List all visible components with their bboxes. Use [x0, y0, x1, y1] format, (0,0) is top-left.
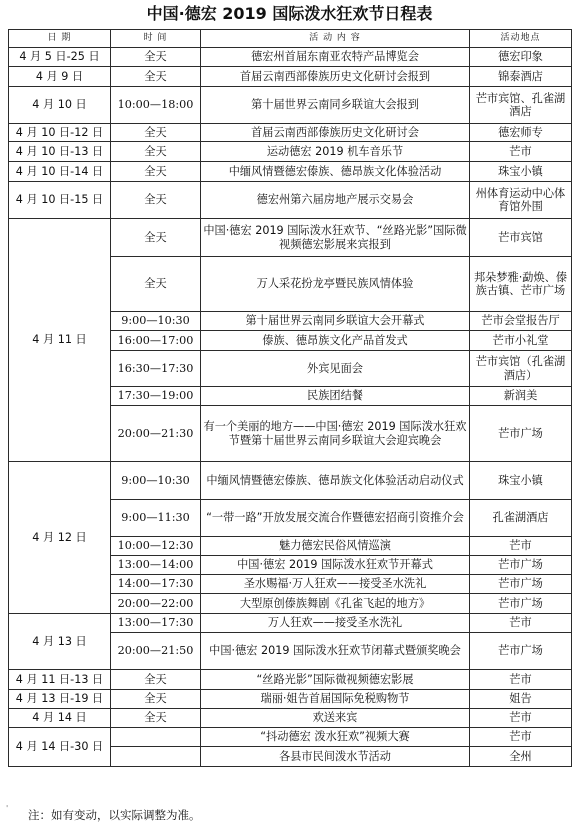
- time-cell: [111, 747, 201, 767]
- activity-cell: “抖动德宏 泼水狂欢”视频大赛: [201, 728, 470, 747]
- table-row: [9, 670, 572, 690]
- activity-cell: 中国·德宏 2019 国际泼水狂欢节闭幕式暨颁奖晚会: [201, 633, 470, 670]
- time-cell: 全天: [111, 124, 201, 142]
- table-row: [9, 124, 572, 142]
- time-cell: 17:30—19:00: [111, 387, 201, 406]
- location-cell: 芒市: [470, 728, 572, 747]
- activity-cell: 中国·德宏 2019 国际泼水狂欢节、“丝路光影”国际微视频德宏影展来宾报到: [201, 219, 470, 257]
- activity-cell: 第十届世界云南同乡联谊大会报到: [201, 87, 470, 124]
- activity-cell: 外宾见面会: [201, 351, 470, 387]
- table-header-row: [9, 30, 572, 48]
- location-cell: 新润美: [470, 387, 572, 406]
- activity-cell: 瑞丽·姐告首届国际免税购物节: [201, 690, 470, 709]
- time-cell: 20:00—21:50: [111, 633, 201, 670]
- location-cell: 芒市: [470, 142, 572, 162]
- table-row: [9, 142, 572, 162]
- time-cell: 全天: [111, 162, 201, 182]
- date-cell: 4 月 11 日-13 日: [9, 670, 111, 690]
- location-cell: 芒市: [470, 709, 572, 728]
- date-cell: 4 月 14 日: [9, 709, 111, 728]
- time-cell: 全天: [111, 67, 201, 87]
- location-cell: 孔雀湖酒店: [470, 500, 572, 537]
- table-row: [9, 709, 572, 728]
- table-row: [9, 690, 572, 709]
- table-row: [9, 614, 572, 633]
- date-cell: 4 月 10 日-13 日: [9, 142, 111, 162]
- location-cell: 芒市宾馆、孔雀湖酒店: [470, 87, 572, 124]
- time-cell: 16:30—17:30: [111, 351, 201, 387]
- location-cell: 德宏师专: [470, 124, 572, 142]
- location-cell: 芒市小礼堂: [470, 331, 572, 351]
- activity-cell: 中国·德宏 2019 国际泼水狂欢节开幕式: [201, 556, 470, 575]
- location-cell: 芒市宾馆: [470, 219, 572, 257]
- location-cell: 姐告: [470, 690, 572, 709]
- page-title: 中国·德宏 2019 国际泼水狂欢节日程表: [146, 4, 433, 23]
- activity-cell: 大型原创傣族舞剧《孔雀飞起的地方》: [201, 594, 470, 614]
- time-cell: 全天: [111, 142, 201, 162]
- time-cell: [111, 728, 201, 747]
- table-row: [9, 87, 572, 124]
- time-cell: 全天: [111, 257, 201, 312]
- activity-cell: 魅力德宏民俗风情巡演: [201, 537, 470, 556]
- location-cell: 芒市广场: [470, 556, 572, 575]
- schedule-table: [8, 29, 572, 767]
- location-cell: 芒市: [470, 670, 572, 690]
- activity-cell: 第十届世界云南同乡联谊大会开幕式: [201, 312, 470, 331]
- location-cell: 芒市会堂报告厅: [470, 312, 572, 331]
- date-cell: 4 月 9 日: [9, 67, 111, 87]
- date-cell: 4 月 14 日-30 日: [9, 728, 111, 767]
- location-cell: 芒市: [470, 614, 572, 633]
- location-cell: 珠宝小镇: [470, 162, 572, 182]
- time-cell: 10:00—12:30: [111, 537, 201, 556]
- time-cell: 9:00—11:30: [111, 500, 201, 537]
- time-cell: 20:00—21:30: [111, 406, 201, 462]
- date-cell: 4 月 11 日: [9, 219, 111, 462]
- table-row: [9, 728, 572, 747]
- location-cell: 州体育运动中心体育馆外围: [470, 182, 572, 219]
- activity-cell: “一带一路”开放发展交流合作暨德宏招商引资推介会: [201, 500, 470, 537]
- time-cell: 全天: [111, 709, 201, 728]
- table-row: [9, 182, 572, 219]
- activity-cell: 中缅风情暨德宏傣族、德昂族文化体验活动: [201, 162, 470, 182]
- table-row: [9, 67, 572, 87]
- date-cell: 4 月 12 日: [9, 462, 111, 614]
- time-cell: 16:00—17:00: [111, 331, 201, 351]
- location-cell: 全州: [470, 747, 572, 767]
- activity-cell: 中缅风情暨德宏傣族、德昂族文化体验活动启动仪式: [201, 462, 470, 500]
- activity-cell: 圣水赐福·万人狂欢——接受圣水洗礼: [201, 575, 470, 594]
- time-cell: 全天: [111, 690, 201, 709]
- activity-cell: “丝路光影”国际微视频德宏影展: [201, 670, 470, 690]
- time-cell: 全天: [111, 48, 201, 67]
- location-cell: 邦朵梦雅·勐焕、傣族古镇、芒市广场: [470, 257, 572, 312]
- time-cell: 14:00—17:30: [111, 575, 201, 594]
- note-mark: ': [6, 804, 9, 813]
- location-cell: 珠宝小镇: [470, 462, 572, 500]
- activity-cell: 民族团结餐: [201, 387, 470, 406]
- header-time: 时 间: [111, 30, 201, 48]
- activity-cell: 运动德宏 2019 机车音乐节: [201, 142, 470, 162]
- location-cell: 芒市宾馆（孔雀湖酒店）: [470, 351, 572, 387]
- activity-cell: 德宏州首届东南亚农特产品博览会: [201, 48, 470, 67]
- location-cell: 芒市广场: [470, 406, 572, 462]
- time-cell: 13:00—17:30: [111, 614, 201, 633]
- time-cell: 全天: [111, 219, 201, 257]
- location-cell: 芒市: [470, 537, 572, 556]
- date-cell: 4 月 5 日-25 日: [9, 48, 111, 67]
- location-cell: 芒市广场: [470, 594, 572, 614]
- time-cell: 9:00—10:30: [111, 462, 201, 500]
- header-activity: 活 动 内 容: [201, 30, 470, 48]
- date-cell: 4 月 13 日: [9, 614, 111, 670]
- activity-cell: 德宏州第六届房地产展示交易会: [201, 182, 470, 219]
- date-cell: 4 月 10 日: [9, 87, 111, 124]
- activity-cell: 万人狂欢——接受圣水洗礼: [201, 614, 470, 633]
- location-cell: 芒市广场: [470, 575, 572, 594]
- activity-cell: 欢送来宾: [201, 709, 470, 728]
- table-row: [9, 162, 572, 182]
- date-cell: 4 月 13 日-19 日: [9, 690, 111, 709]
- location-cell: 德宏印象: [470, 48, 572, 67]
- time-cell: 13:00—14:00: [111, 556, 201, 575]
- location-cell: 芒市广场: [470, 633, 572, 670]
- time-cell: 全天: [111, 670, 201, 690]
- time-cell: 全天: [111, 182, 201, 219]
- time-cell: 9:00—10:30: [111, 312, 201, 331]
- activity-cell: 各县市民间泼水节活动: [201, 747, 470, 767]
- footnote: 注：如有变动，以实际调整为准。: [28, 808, 201, 822]
- activity-cell: 傣族、德昂族文化产品首发式: [201, 331, 470, 351]
- date-cell: 4 月 10 日-12 日: [9, 124, 111, 142]
- activity-cell: 有一个美丽的地方——中国·德宏 2019 国际泼水狂欢节暨第十届世界云南同乡联谊大会迎宾晚会: [201, 406, 470, 462]
- activity-cell: 首届云南西部傣族历史文化研讨会报到: [201, 67, 470, 87]
- table-row: [9, 219, 572, 257]
- location-cell: 锦泰酒店: [470, 67, 572, 87]
- header-date: 日 期: [9, 30, 111, 48]
- date-cell: 4 月 10 日-14 日: [9, 162, 111, 182]
- activity-cell: 万人采花扮龙亭暨民族风情体验: [201, 257, 470, 312]
- time-cell: 10:00—18:00: [111, 87, 201, 124]
- table-row: [9, 48, 572, 67]
- time-cell: 20:00—22:00: [111, 594, 201, 614]
- activity-cell: 首届云南西部傣族历史文化研讨会: [201, 124, 470, 142]
- date-cell: 4 月 10 日-15 日: [9, 182, 111, 219]
- table-row: [9, 462, 572, 500]
- header-location: 活动地点: [470, 30, 572, 48]
